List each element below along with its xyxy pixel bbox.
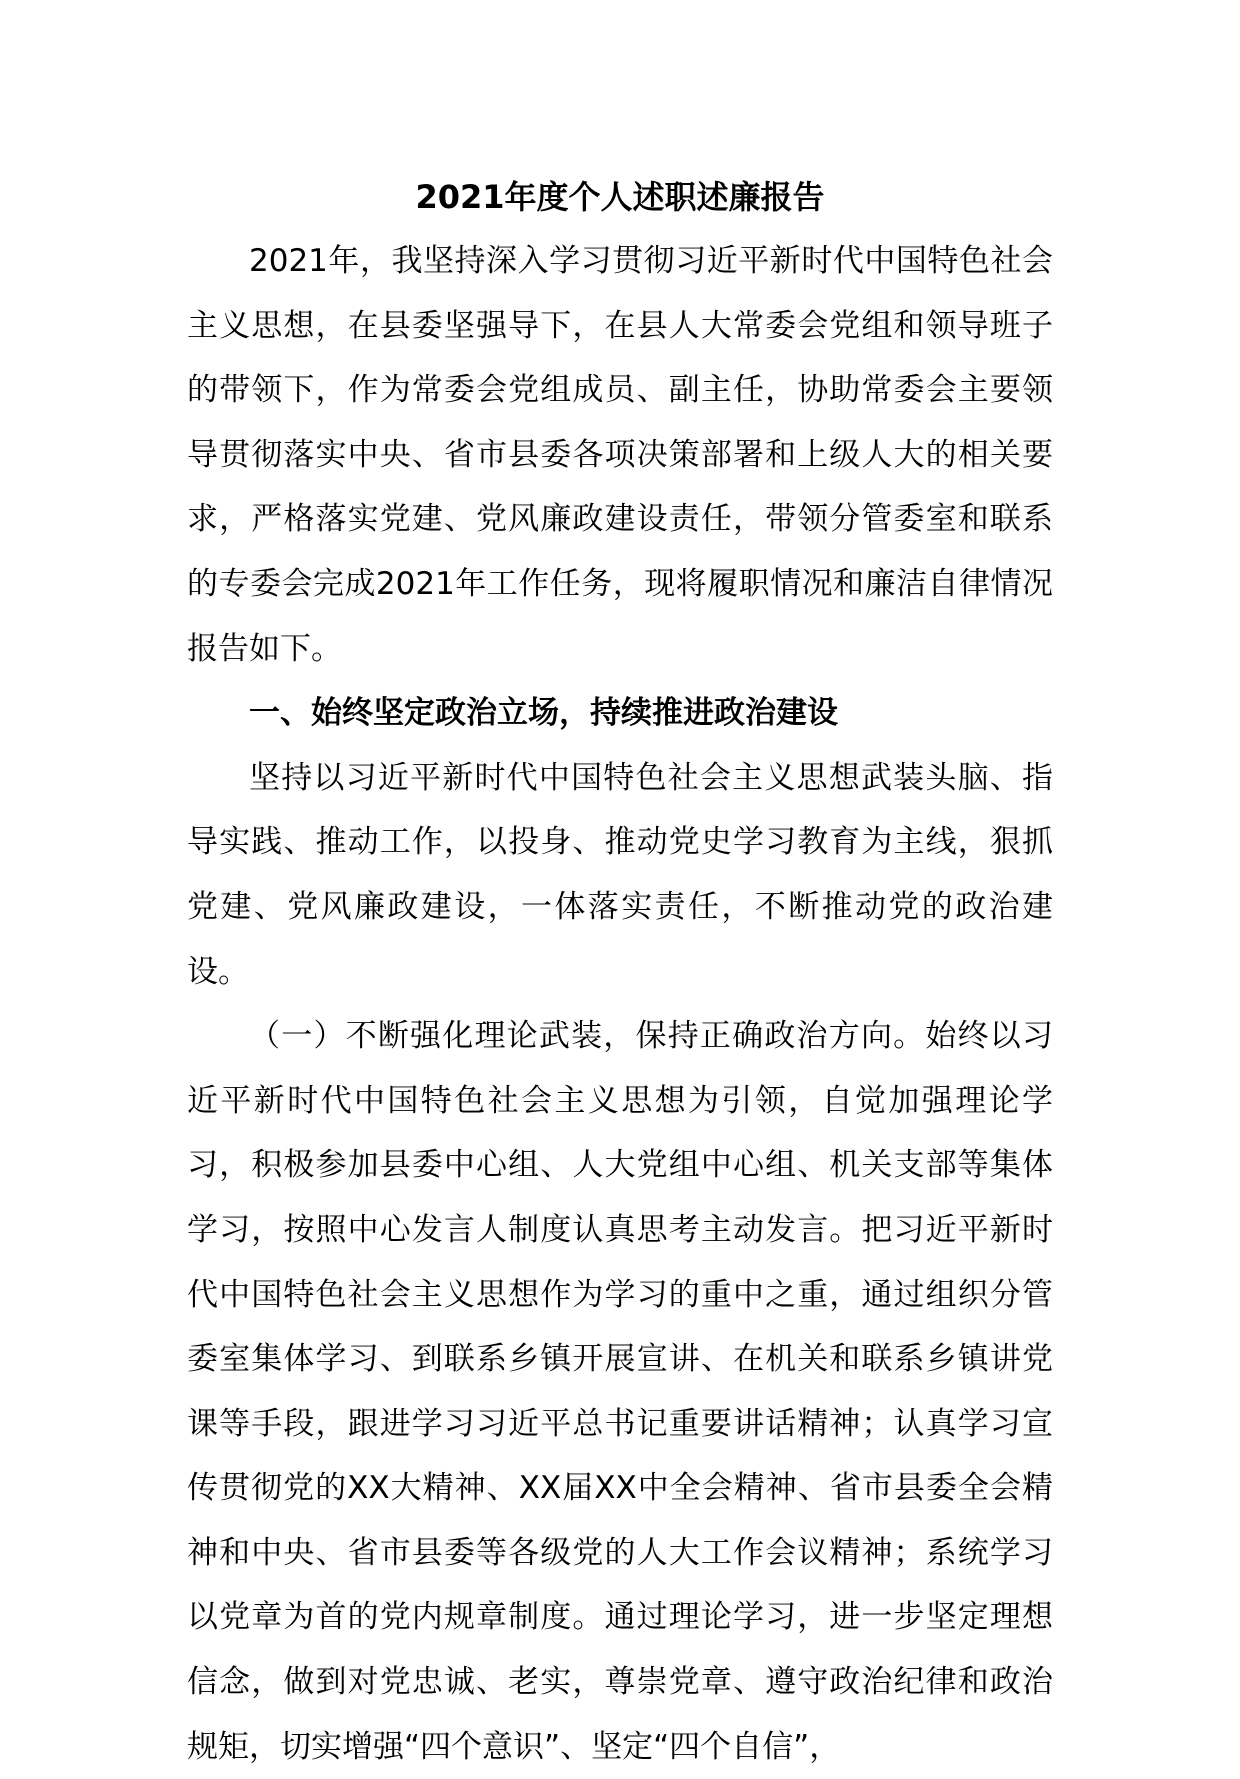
section-1-subsection-1-paragraph: （一）不断强化理论武装，保持正确政治方向。始终以习近平新时代中国特色社会主义思想为引领，自觉加强理论学习，积极参加县委中心组、人大党组中心组、机关支部等集体学习，按照中心发言人制度认真思考主动发言。把习近平新时代中国特色社会主义思想作为学习的重中之重，通过组织分管委室集体学习、到联系乡镇开展宣讲、在机关和联系乡镇讲党课等手段，跟进学习习近平总书记重要讲话精神；认真学习宣传贯彻党的XX大精神、XX届XX中全会精神、省市县委全会精神和中央、省市县委等各级党的人大工作会议精神；系统学习以党章为首的党内规章制度。通过理论学习，进一步坚定理想信念，做到对党忠诚、老实，尊崇党章、遵守政治纪律和政治规矩，切实增强“四个意识”、坚定“四个自信”，: [187, 1018, 1053, 1765]
document-body: [187, 175, 1053, 1779]
section-heading-1: 一、始终坚定政治立场，持续推进政治建设: [249, 695, 838, 732]
document-title: 2021年度个人述职述廉报告: [415, 178, 825, 216]
section-1-intro-paragraph: 坚持以习近平新时代中国特色社会主义思想武装头脑、指导实践、推动工作，以投身、推动党史学习教育为主线，狠抓党建、党风廉政建设，一体落实责任，不断推动党的政治建设。: [187, 759, 1053, 990]
intro-paragraph: 2021年，我坚持深入学习贯彻习近平新时代中国特色社会主义思想，在县委坚强导下，在县人大常委会党组和领导班子的带领下，作为常委会党组成员、副主任，协助常委会主要领导贯彻落实中央、省市县委各项决策部署和上级人大的相关要求，严格落实党建、党风廉政建设责任，带领分管委室和联系的专委会完成2021年工作任务，现将履职情况和廉洁自律情况报告如下。: [187, 243, 1053, 667]
